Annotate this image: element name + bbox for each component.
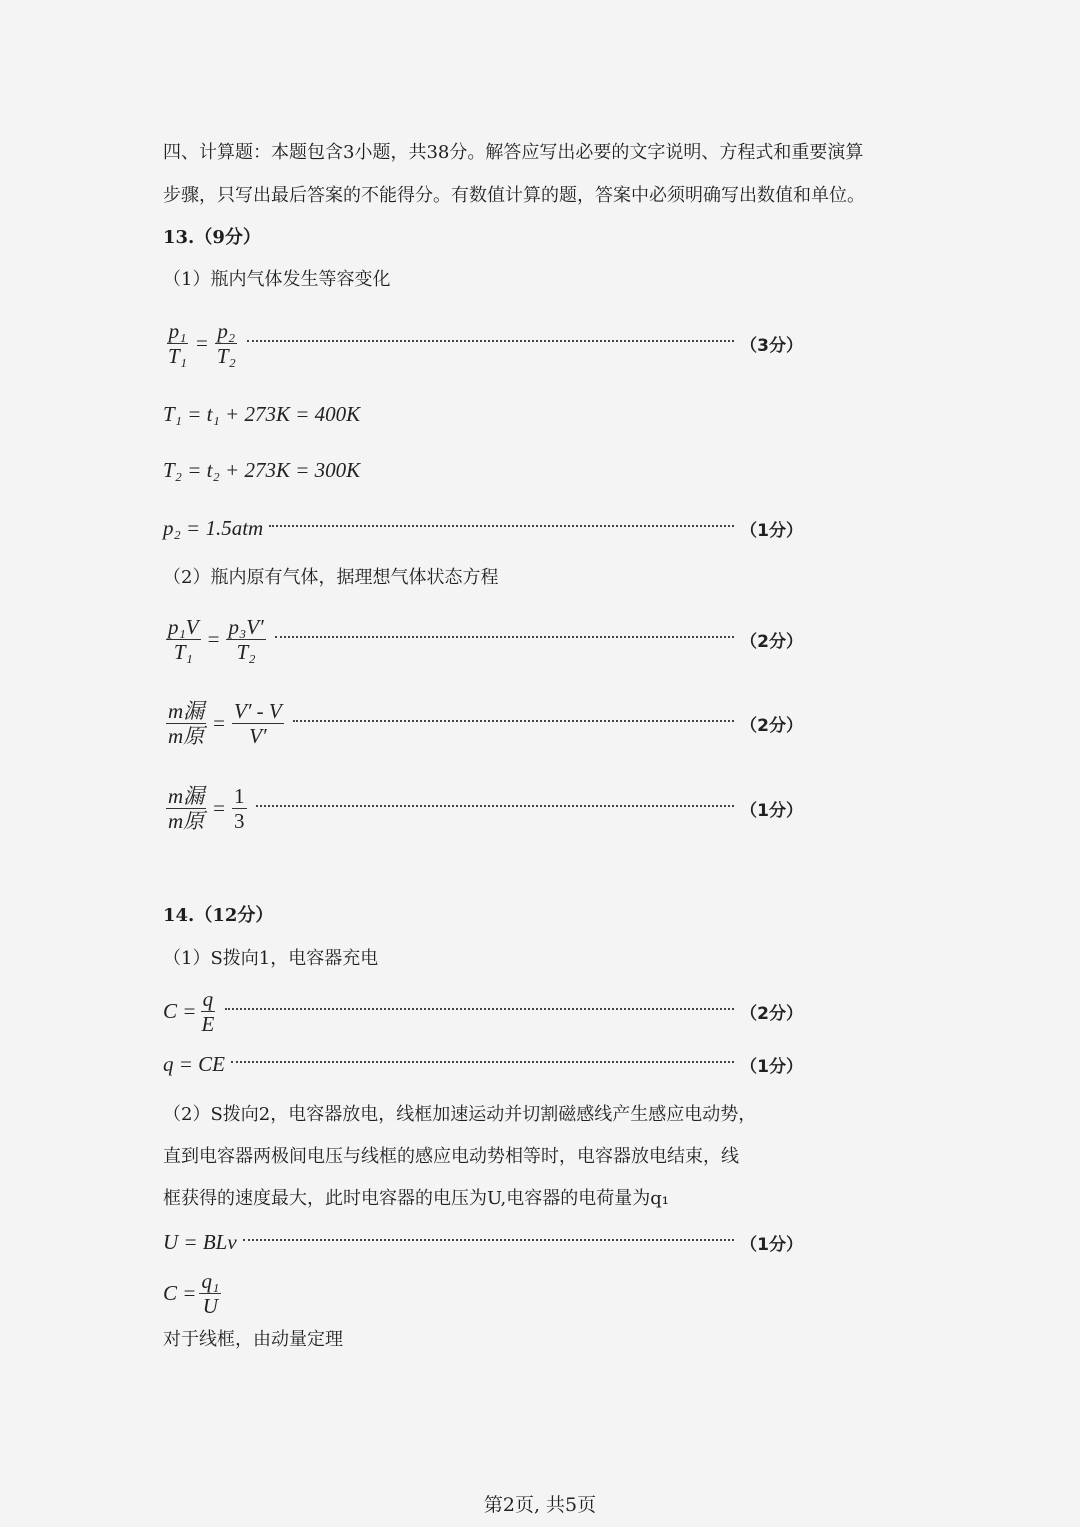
denominator: 3: [234, 808, 245, 833]
q13-part-1-label: （1）瓶内气体发生等容变化: [163, 269, 391, 290]
numerator: p₃V′: [228, 614, 264, 639]
denominator: E: [201, 1011, 215, 1036]
formula-text: q = CE: [163, 1051, 226, 1076]
denominator: T₁: [173, 639, 193, 664]
score-label: （1分）: [740, 1234, 803, 1255]
q14-part-2-tail: 对于线框，由动量定理: [163, 1329, 343, 1350]
formula-text: p₂ = 1.5atm: [163, 515, 264, 540]
q13-formula-6: $\frac{\text{m漏}}{\text{m原}}$ = $\frac{V' - V}{V'}$ （2分）: [168, 698, 803, 748]
fraction: [166, 615, 201, 664]
q13-part-2-label: （2）瓶内原有气体，据理想气体状态方程: [163, 567, 499, 588]
fraction: [166, 699, 206, 748]
fraction: [215, 319, 238, 368]
leader-dots: [243, 1239, 734, 1241]
denominator: V′: [249, 723, 267, 748]
denominator: m原: [168, 723, 205, 748]
q14-formula-4: [163, 1266, 803, 1320]
leader-dots: [247, 340, 734, 342]
score-label: （1分）: [740, 800, 803, 821]
score-label: （1分）: [740, 520, 803, 541]
denominator: T₂: [236, 639, 256, 664]
fraction: [199, 1269, 221, 1318]
score-label: （2分）: [740, 1003, 803, 1024]
fraction: [232, 784, 247, 833]
formula-lhs: C =: [163, 998, 197, 1023]
score-label: （1分）: [740, 1056, 803, 1077]
q14-part-2-line-1: （2）S拨向2，电容器放电，线框加速运动并切割磁感线产生感应电动势，: [163, 1104, 757, 1125]
denominator: m原: [168, 808, 205, 833]
numerator: p₂: [217, 318, 236, 343]
fraction: [166, 784, 206, 833]
formula-text: U = BLv: [163, 1229, 237, 1254]
numerator: q: [202, 986, 214, 1011]
section-instructions-line-1: 四、计算题：本题包含3小题，共38分。解答应写出必要的文字说明、方程式和重要演算: [163, 142, 864, 163]
fraction: [226, 615, 265, 664]
score-label: （3分）: [740, 335, 803, 356]
leader-dots: [231, 1061, 734, 1063]
fraction: [232, 699, 284, 748]
q13-formula-5: $\frac{\text{p₁V}}{\text{T₁}}$ = $\frac{\text{p₃V′}}{\text{T₂}}$ （2分）: [168, 614, 803, 664]
leader-dots: [225, 1008, 734, 1010]
numerator: m漏: [168, 698, 205, 723]
denominator: T₁: [168, 343, 187, 368]
fraction: [199, 987, 216, 1036]
leader-dots: [275, 636, 734, 638]
q13-formula-1: $\frac{\text{p₁}}{\text{T₁}}$ = $\frac{\text{p₂}}{\text{T₂}}$ （3分）: [168, 318, 803, 368]
q14-part-2-line-2: 直到电容器两极间电压与线框的感应电动势相等时，电容器放电结束，线: [163, 1146, 739, 1167]
q13-formula-3: [163, 456, 803, 484]
q13-formula-2: [163, 400, 803, 428]
numerator: V′ - V: [234, 698, 282, 723]
numerator: q₁: [201, 1268, 220, 1293]
denominator: U: [202, 1293, 218, 1318]
numerator: m漏: [168, 783, 205, 808]
numerator: p₁: [168, 318, 187, 343]
fraction: [166, 319, 189, 368]
leader-dots: [269, 525, 734, 527]
formula-text: T₂ = t₂ + 273K = 300K: [163, 457, 361, 482]
q14-formula-2: [163, 1050, 803, 1078]
q14-part-2-line-3: 框获得的速度最大，此时电容器的电压为U,电容器的电荷量为q₁: [163, 1188, 669, 1209]
formula-text: T₁ = t₁ + 273K = 400K: [163, 401, 361, 426]
q13-formula-7: $\frac{\text{m漏}}{\text{m原}}$ = $\frac{1}{3}$ （1分）: [168, 783, 803, 833]
page-footer: 第2页, 共5页: [483, 1494, 597, 1516]
formula-lhs: C =: [163, 1280, 197, 1305]
question-13-title: 13.（9分）: [163, 227, 261, 248]
leader-dots: [256, 805, 735, 807]
denominator: T₂: [216, 343, 236, 368]
section-instructions-line-2: 步骤，只写出最后答案的不能得分。有数值计算的题，答案中必须明确写出数值和单位。: [163, 185, 865, 206]
score-label: （2分）: [740, 631, 803, 652]
numerator: 1: [234, 783, 245, 808]
q14-formula-3: [163, 1228, 803, 1256]
score-label: （2分）: [740, 715, 803, 736]
question-14-title: 14.（12分）: [163, 905, 274, 926]
q14-formula-1: [163, 984, 803, 1038]
q14-part-1-label: （1）S拨向1，电容器充电: [163, 948, 379, 969]
q13-formula-4: [163, 514, 803, 542]
numerator: p₁V: [168, 614, 199, 639]
leader-dots: [293, 720, 734, 722]
